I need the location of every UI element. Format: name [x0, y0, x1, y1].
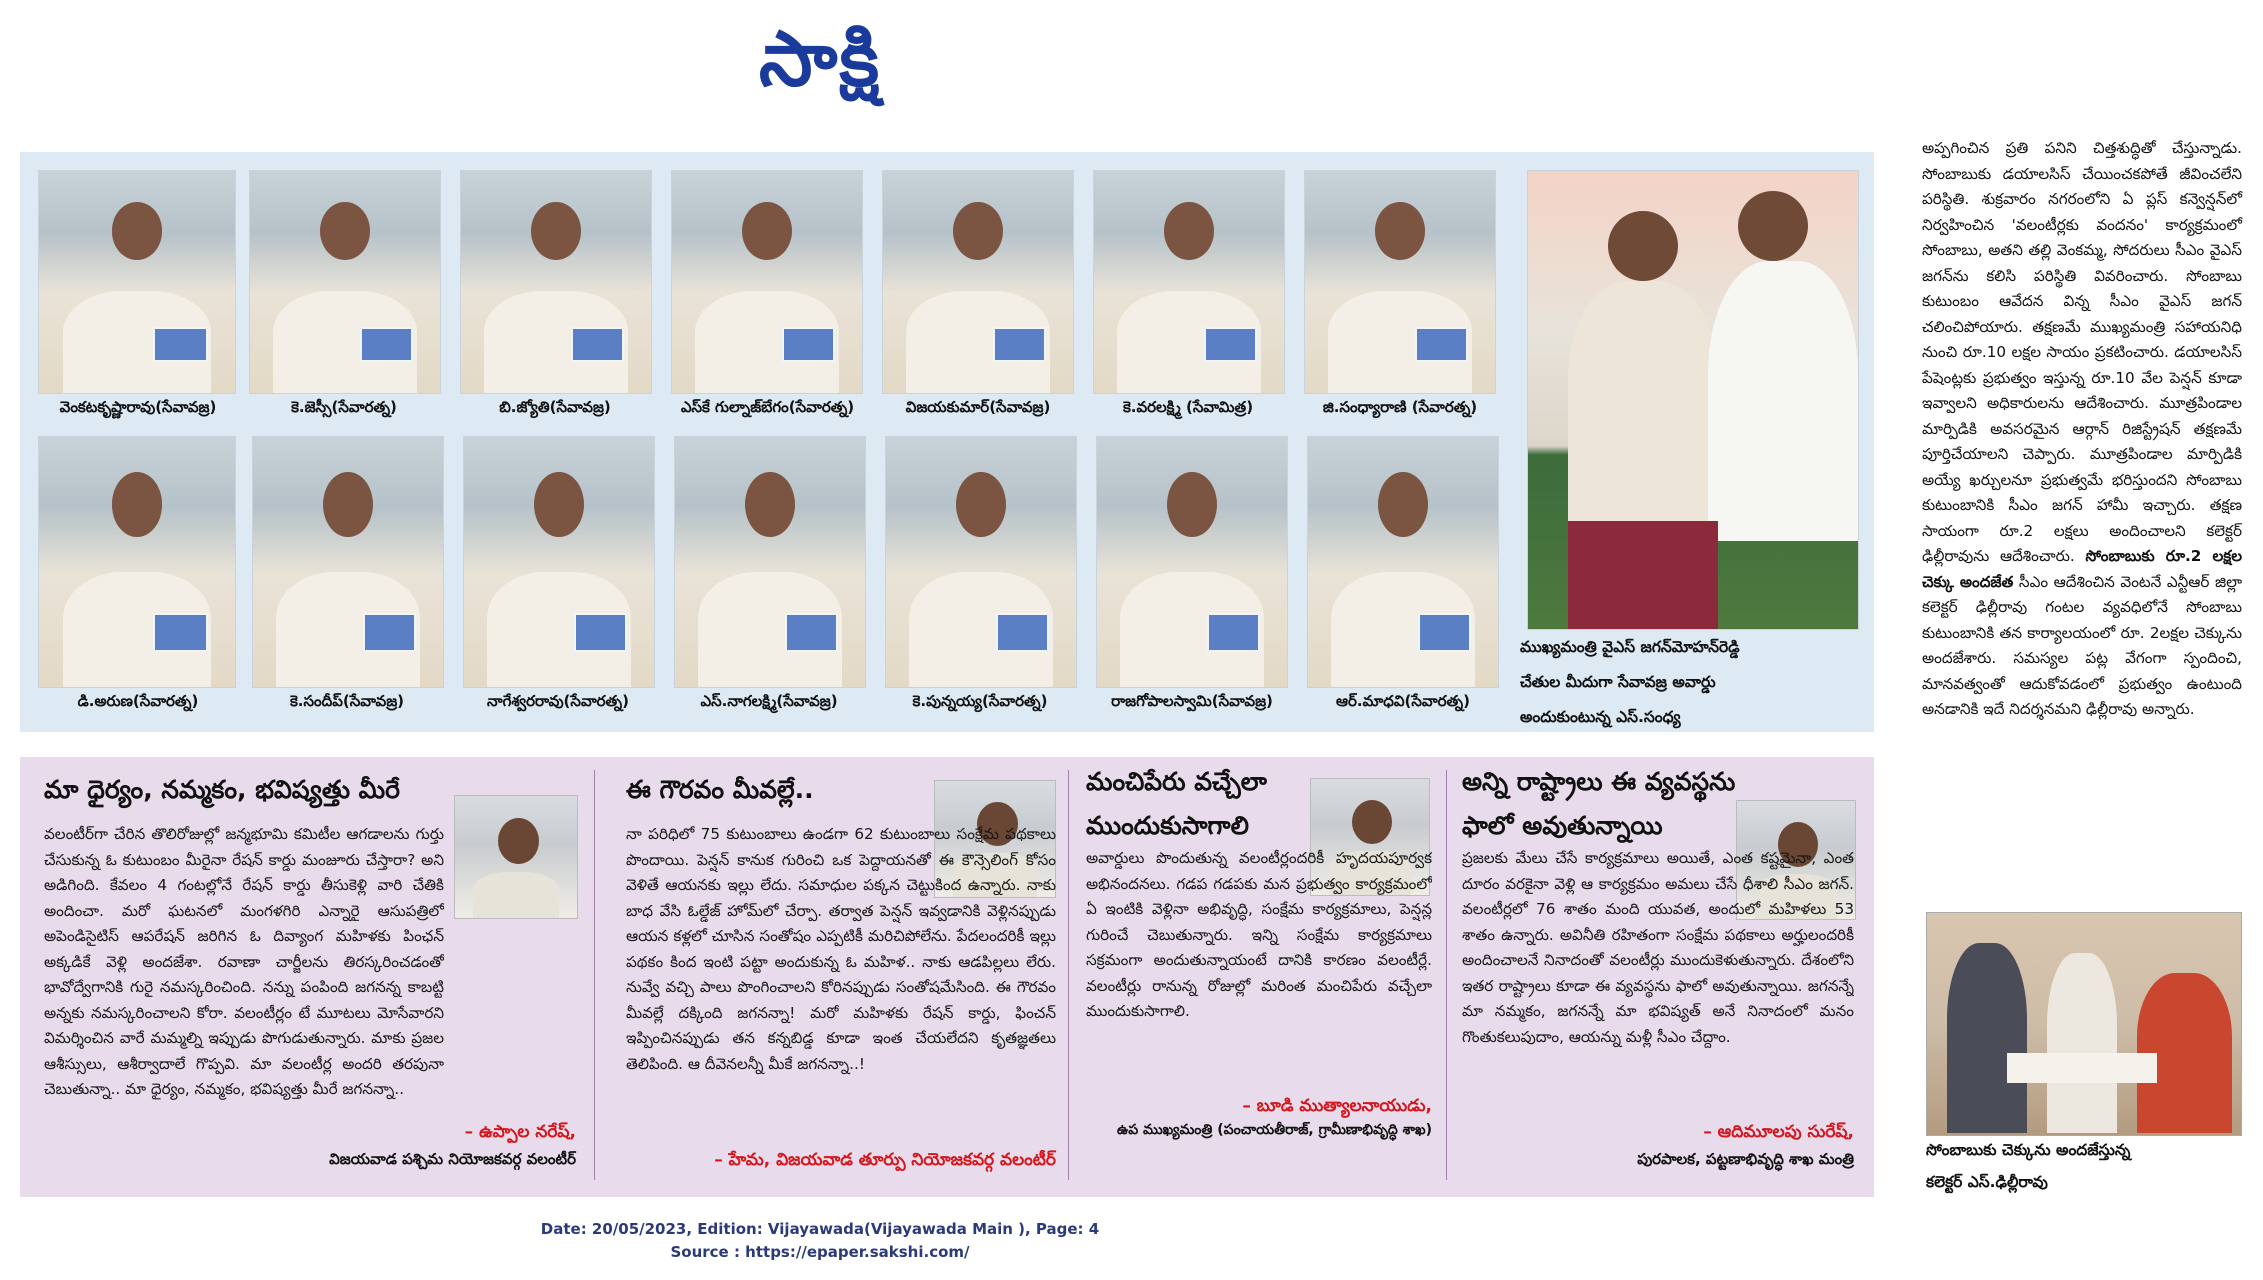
photo-caption: కె.సందీప్(సేవావజ్ర)	[289, 692, 405, 710]
photo-caption: కె.పున్నయ్య(సేవారత్న)	[912, 692, 1048, 710]
article-body: అవార్డులు పొందుతున్న వలంటీర్లందరికీ హృదయపూర్వక అభినందనలు. గడప గడపకు మన ప్రభుత్వం కార్యక్రమంలో ఏ ఇంటికి వెళ్లినా అభివృద్ధి, సంక్షేమ కార్యక్రమాలు, పెన్షన్ల గురించే చెబుతున్నారు. ఇన్ని సంక్షేమ కార్యక్రమాలు సక్రమంగా అందుతున్నాయంటే దానికి కారణం వలంటీర్లే. వలంటీర్లు రానున్న రోజుల్లో మరింత మంచిపేరు వచ్చేలా ముందుకుసాగాలి.	[1086, 849, 1432, 1020]
article-author: – బూడి ముత్యాలనాయుడు,	[1242, 1096, 1432, 1116]
caption-line: సోంబాబుకు చెక్కును అందజేస్తున్న	[1926, 1141, 2131, 1159]
article-headline: అన్ని రాష్ట్రాలు ఈ వ్యవస్థను ఫాలో అవుతున్నాయి	[1462, 767, 1736, 840]
award-photo	[252, 436, 444, 688]
article-body: వలంటీర్‌గా చేరిన తొలిరోజుల్లో జన్మభూమి కమిటీల ఆగడాలను గుర్తు చేసుకున్న ఓ కుటుంబం మీరైనా రేషన్ కార్డు మంజూరు చేస్తారా? అని అడిగింది. కేవలం 4 గంటల్లోనే రేషన్ కార్డు తీసుకెళ్లి వారి చేతికి అందించా. మరో ఘటనలో మంగళగిరి ఎన్నారై ఆసుపత్రిలో అపెండిసైటిస్ ఆపరేషన్ జరిగిన ఓ దివ్యాంగ మహిళకు పింఛన్ అక్కడికే వెళ్లి అందజేశా. రవాణా చార్జీలను తిరస్కరించడంతో భావోద్వేగానికి గురై నమస్కరించింది. నన్ను పంపింది జగనన్న కాబట్టి అన్నకు నమస్కరించాలని కోరా. వలంటీర్లం టే మూటలు మోసేవారని విమర్శించిన వారే మమ్మల్ని ఇప్పుడు పొగుడుతున్నారు. మాకు ప్రజల ఆశీస్సులు, ఆశీర్వాదాలే గొప్పవి. మా వలంటీర్ల అందరి తరపునా చెబుతున్నా.. మా ధైర్యం, నమ్మకం, భవిష్యత్తు మీరే జగనన్నా..	[44, 825, 444, 1098]
article-body: నా పరిధిలో 75 కుటుంబాలు ఉండగా 62 కుటుంబాలు సంక్షేమ పథకాలు పొందాయి. పెన్షన్ కానుక గురించి ఒక పెద్దాయనతో ఈ కౌన్సెలింగ్ కోసం వెళితే ఆయనకు ఇల్లు లేదు. సమాధుల పక్కన చెట్టుకింద ఉన్నారు. నాకు బాధ వేసి ఓల్డేజ్ హోమ్‌లో చేర్పా. తర్వాత పెన్షన్ ఇవ్వడానికి వెళ్లినప్పుడు ఆయన కళ్లలో చూసిన సంతోషం ఎప్పటికీ మరిచిపోలేను. పేదలందరికీ ఇల్లు పథకం కింద ఇంటి పట్టా అందుకున్న ఓ మహిళ.. నాకు ఆడపిల్లలు లేరు. నువ్వే వచ్చి పాలు పొంగించాలని కోరినప్పుడు సంతోషమేసింది. ఈ గౌరవం మీవల్లే దక్కింది జగనన్నా! మరో మహిళకు రేషన్ కార్డు, ఫించన్ ఇప్పించినప్పుడు తన కన్నబిడ్డ కూడా ఇంత చేయలేదని కృతజ్ఞతలు తెలిపింది. ఆ దీవెనలన్నీ మీకే జగనన్నా..!	[626, 825, 1056, 1073]
award-photo	[674, 436, 866, 688]
article-body: ప్రజలకు మేలు చేసే కార్యక్రమాలు అయితే, ఎంత కష్టమైనా, ఎంత దూరం వరకైనా వెళ్లి ఆ కార్యక్రమం అమలు చేసే ధీశాలి సీఎం జగన్. వలంటీర్లలో 76 శాతం మంది యువత, అందులో మహిళలు 53 శాతం ఉన్నారు. అవినీతి రహితంగా సంక్షేమ పథకాలు అర్హులందరికీ అందించాలనే నినాదంతో వలంటీర్లు ముందుకెళుతున్నారు. దేశంలోని ఇతర రాష్ట్రాలు కూడా ఈ వ్యవస్థను ఫాలో అవుతున్నాయి. జగనన్నే మా నమ్మకం, జగనన్నే మా భవిష్యత్ అనే నినాదంలో మనం గొంతుకలుపుదాం, ఆయన్ను మళ్లీ సీఎం చేద్దాం.	[1462, 849, 1854, 1046]
award-photo	[460, 170, 652, 394]
masthead-logo: సాక్షి	[758, 14, 882, 103]
photo-caption: రాజగోపాలస్వామి(సేవావజ్ర)	[1111, 692, 1273, 710]
award-photo	[885, 436, 1077, 688]
photo-caption: నాగేశ్వరరావు(సేవారత్న)	[487, 692, 629, 710]
award-photo	[882, 170, 1074, 394]
article-author-role: విజయవాడ పశ్చిమ నియోజకవర్గ వలంటీర్	[329, 1150, 576, 1168]
caption-line: చేతుల మీదుగా సేవావజ్ర అవార్డు	[1520, 673, 1716, 691]
article-author-role: ఉప ముఖ్యమంత్రి (పంచాయతీరాజ్, గ్రామీణాభివృద్ధి శాఖ)	[1117, 1122, 1432, 1138]
award-photo	[38, 170, 236, 394]
footer-date-edition: Date: 20/05/2023, Edition: Vijayawada(Vijayawada Main ), Page: 4	[540, 1220, 1100, 1238]
photo-caption: డి.అరుణ(సేవారత్న)	[77, 692, 199, 710]
right-body-text: సీఎం ఆదేశించిన వెంటనే ఎన్టీఆర్ జిల్లా కలెక్టర్ ఢిల్లీరావు గంటల వ్యవధిలోనే సోంబాబు కుటుంబానికి తన కార్యాలయంలో రూ. 2లక్షల చెక్కును అందజేశారు. సమస్యల పట్ల వేగంగా స్పందించి, మానవత్వంతో ఆదుకోవడంలో ప్రభుత్వం ఉంటుంది అనడానికి ఇదే నిదర్శనమని ఢిల్లీరావు అన్నారు.	[1922, 572, 2242, 718]
right-body-text: అప్పగించిన ప్రతి పనిని చిత్తశుద్ధితో చేస్తున్నాడు. సోంబాబుకు డయాలసిస్ చేయించకపోతే జీవించలేని పరిస్థితి. శుక్రవారం నగరంలోని ఏ ప్లస్ కన్వెన్షన్‌లో నిర్వహించిన 'వలంటీర్లకు వందనం' కార్యక్రమంలో సోంబాబు, అతని తల్లి వెంకమ్మ, సోదరులు సీఎం వైఎస్ జగన్‌ను కలిసి పరిస్థితి వివరించారు. సోంబాబు కుటుంబం ఆవేదన విన్న సీఎం వైఎస్ జగన్ చలించిపోయారు. తక్షణమే ముఖ్యమంత్రి సహాయనిధి నుంచి రూ.10 లక్షల సాయం ప్రకటించారు. డయాలసిస్ పేషెంట్లకు ప్రభుత్వం ఇస్తున్న రూ.10 వేల పెన్షన్ కూడా ఇవ్వాలని అధికారులను ఆదేశించారు. మూత్రపిండాల మార్పిడికి అవసరమైన ఆర్గాన్ రిజిస్ట్రేషన్ తక్షణమే పూర్తిచేయాలని చెప్పారు. మూత్రపిండాల మార్పిడికి అయ్యే ఖర్చులనూ ప్రభుత్వమే భరిస్తుందని సోంబాబు కుటుంబానికి సీఎం జగన్ హామీ ఇచ్చారు. తక్షణ సాయంగా రూ.2 లక్షలు అందించాలని కలెక్టర్ ఢిల్లీరావును ఆదేశించారు.	[1922, 139, 2242, 565]
photo-caption: ఎస్‌కే గుల్నాజ్‌బేగం(సేవారత్న)	[680, 398, 855, 416]
photo-caption: ఆర్.మాధవి(సేవారత్న)	[1336, 692, 1470, 710]
column-divider	[1446, 770, 1447, 1180]
article-author: – ఆదిమూలపు సురేష్,	[1703, 1122, 1854, 1142]
right-column-body	[1922, 136, 2242, 723]
photo-caption: బి.జ్యోతి(సేవావజ్ర)	[499, 398, 611, 416]
photo-caption: జి.సంధ్యారాణి (సేవారత్న)	[1322, 398, 1478, 416]
column-divider	[1068, 770, 1069, 1180]
award-photo	[1307, 436, 1499, 688]
right-subheading: సోంబాబుకు రూ.2 లక్షల చెక్కు అందజేత	[1922, 547, 2242, 591]
award-photo	[463, 436, 655, 688]
award-photo	[671, 170, 863, 394]
photo-caption: కె.జెస్సీ(సేవారత్న)	[291, 398, 397, 416]
article-headline: మా ధైర్యం, నమ్మకం, భవిష్యత్తు మీరే	[44, 775, 400, 804]
award-photo	[1093, 170, 1285, 394]
award-photo	[1096, 436, 1288, 688]
article-author: – ఉప్పాల నరేష్,	[464, 1122, 576, 1142]
author-portrait	[454, 795, 578, 919]
cm-award-photo	[1527, 170, 1859, 630]
article-headline: మంచిపేరు వచ్చేలా ముందుకుసాగాలి	[1086, 767, 1267, 840]
cm-award-caption	[1520, 630, 1880, 735]
photo-caption: వెంకటకృష్ణారావు(సేవావజ్ర)	[59, 398, 217, 416]
photo-caption: ఎస్.నాగలక్ష్మి(సేవావజ్ర)	[700, 692, 838, 710]
caption-line: కలెక్టర్ ఎస్.ఢిల్లీరావు	[1926, 1173, 2048, 1191]
award-photo	[1304, 170, 1496, 394]
photo-caption: కె.వరలక్ష్మి (సేవామిత్ర)	[1122, 398, 1254, 416]
caption-line: అందుకుంటున్న ఎస్.సంధ్య	[1520, 708, 1681, 726]
article-author: – హేమ, విజయవాడ తూర్పు నియోజకవర్గ వలంటీర్	[714, 1150, 1056, 1170]
column-divider	[594, 770, 595, 1180]
caption-line: ముఖ్యమంత్రి వైఎస్ జగన్‌మోహన్‌రెడ్డి	[1520, 638, 1740, 656]
photo-caption: విజయకుమార్(సేవావజ్ర)	[905, 398, 1051, 416]
cheque-handover-photo	[1926, 912, 2242, 1136]
footer-source: Source : https://epaper.sakshi.com/	[670, 1243, 970, 1261]
article-headline: ఈ గౌరవం మీవల్లే..	[626, 775, 814, 804]
award-photo	[38, 436, 236, 688]
award-photo	[249, 170, 441, 394]
cheque-photo-caption	[1926, 1134, 2246, 1198]
article-author-role: పురపాలక, పట్టణాభివృద్ధి శాఖ మంత్రి	[1637, 1150, 1854, 1168]
